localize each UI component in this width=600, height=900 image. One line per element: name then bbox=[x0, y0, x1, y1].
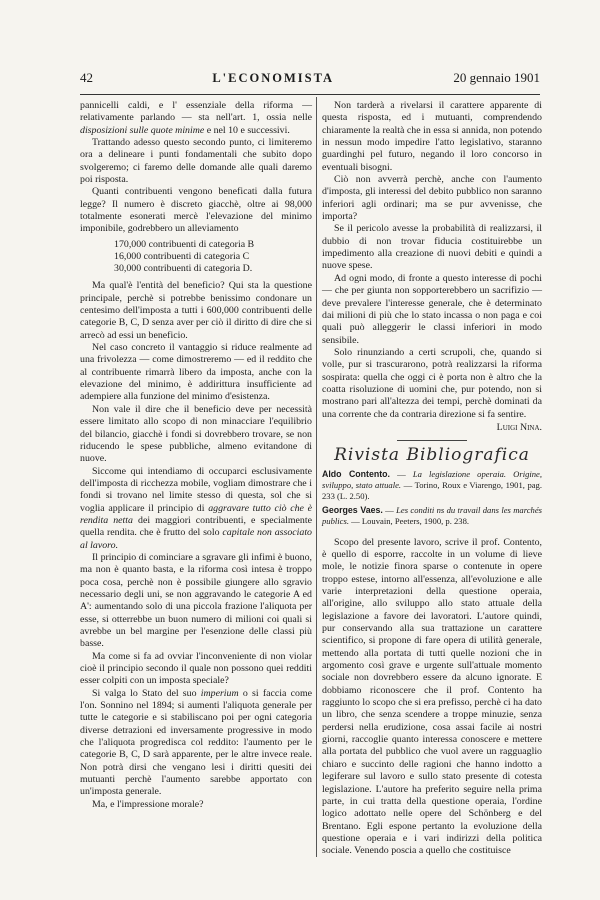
paragraph: Ma qual'è l'entità del beneficio? Qui sta la questione principale, perchè si potrebbe benissimo condonare un centesimo dell'imposta a tutti i 600,000 contribuenti delle categorie B, C, D senza aver per ciò il diritto di dire che si arrecò ad essi un beneficio. bbox=[80, 280, 312, 341]
paragraph: Ma, e l'impressione morale? bbox=[92, 798, 204, 810]
paragraph: Non tarderà a rivelarsi il carattere apparente di questa risposta, ed i mutuanti, comprendendo chiaramente la realtà che in essa si annida, non potendo in nessun modo impedire l'atto legislativo, staranno guardinghi pel futuro, negando il loro concorso in eventuali bisogni. bbox=[322, 100, 542, 173]
list-item: 16,000 contribuenti di categoria C bbox=[114, 250, 250, 262]
paragraph: pannicelli caldi, e l' essenziale della riforma — relativamente parlando — sta nell'art. 1, ossia nelle disposizioni sulle quote minime e nel 10 e successivi. bbox=[80, 100, 312, 136]
right-column bbox=[322, 100, 542, 858]
paragraph: Nel caso concreto il vantaggio si riduce realmente ad una frivolezza — come dimostreremo — ed il reddito che al contribuente rimarrà libero da imposta, anche con la elevazione del minimo, è addirittura insufficiente ad adempiere alla funzione del minimo d'esistenza. bbox=[80, 342, 312, 403]
author-signature: Luigi Nina. bbox=[496, 421, 542, 433]
bib-author: Georges Vaes. bbox=[322, 504, 383, 515]
bibliography-entry: Georges Vaes. — Les conditi ns du travail dans les marchés publics. — Louvain, Peeters, 1900, p. 238. bbox=[322, 504, 543, 526]
issue-date: 20 gennaio 1901 bbox=[453, 70, 540, 85]
bib-publisher: — Torino, Roux e Viarengo, 1901, pag. 233 (L. 2.50). bbox=[322, 479, 542, 501]
list-item: 170,000 contribuenti di categoria B bbox=[114, 238, 255, 250]
left-column bbox=[80, 100, 312, 811]
bib-work: Les conditi ns du travail dans les marchés publics. bbox=[322, 504, 543, 526]
contributors-list bbox=[80, 239, 312, 276]
paragraph: Ciò non avverrà perchè, anche con l'aumento d'imposta, gli interessi del debito pubblico non saranno inferiori agli ordinari; ma se pur avvenisse, che importa? bbox=[322, 174, 542, 223]
section-separator bbox=[397, 440, 467, 441]
bib-author: Aldo Contento. bbox=[322, 468, 390, 479]
column-divider bbox=[316, 97, 317, 857]
bib-publisher: — Louvain, Peeters, 1900, p. 238. bbox=[351, 515, 470, 526]
page-header bbox=[80, 70, 540, 92]
paragraph: Siccome qui intendiamo di occuparci esclusivamente dell'imposta di ricchezza mobile, vogliam dimostrare che i fondi si trovano nel limite stesso di questa, sol che si voglia applicare il principio di aggravare tutto ciò che è rendita netta dei maggiori contribuenti, e specialmente quella rendita. che è frutto del solo capitale non associato al lavoro. bbox=[80, 465, 313, 551]
paragraph: Quanti contribuenti vengono beneficati dalla futura legge? Il numero è discreto giacchè, oltre ai 98,000 totalmente esonerati mercè l'elevazione del minimo imponibile, godrebbero un alleviamento bbox=[80, 186, 312, 235]
paragraph: Ma come si fa ad ovviar l'inconveniente di non violar cioè il principio secondo il quale non possono quei redditi esser colpiti con un imposta speciale? bbox=[80, 650, 312, 687]
paragraph: Si valga lo Stato del suo imperium o si faccia come l'on. Sonnino nel 1894; si aumenti l'aliquota generale per tutte le categorie e si stabiliscano poi per ogni categoria diverse detrazioni ed inversamente progressive in modo che l'aliquota progredisca col reddito: l'aumento per le categorie B, C, D sarà apparente, per le altre invece reale. Non potrà dirsi che vengano lesi i diritti quesiti dei mutuanti perchè l'aumento sarebbe apportato con un'imposta generale. bbox=[80, 687, 313, 798]
paragraph: Il principio di cominciare a sgravare gli infimi è buono, ma non è quanto basta, e la riforma così intesa è troppo poca cosa, perchè non è possibile giungere allo sgravio necessario degli uni, se non aggravando le categorie A ed A': aumentando solo di una piccola frazione l'aliquota per esse, si otterrebbe un buon numero di milioni coi quali si avrebbe un bel margine per l'esenzione delle classi più basse. bbox=[80, 551, 312, 650]
journal-title: L'ECONOMISTA bbox=[212, 71, 335, 85]
paragraph: Non vale il dire che il beneficio deve per necessità essere limitato allo scopo di non minacciare l'equilibrio del bilancio, giacchè i fondi si dovrebbero trovare, se non riducendo le spese pubbliche, almeno evitandone di nuove. bbox=[80, 403, 312, 465]
bibliography-entry: Aldo Contento. — La legislazione operaia. Origine, sviluppo, stato attuale. — Torino, Roux e Viarengo, 1901, pag. 233 (L. 2.50). bbox=[322, 468, 543, 501]
section-title: Rivista Bibliografica bbox=[334, 445, 530, 466]
list-item: 30,000 contribuenti di categoria D. bbox=[114, 263, 253, 275]
page-number: 42 bbox=[80, 70, 93, 85]
paragraph: Se il pericolo avesse la probabilità di realizzarsi, il dubbio di non trovar fiducia costituirebbe un impedimento alla creazione di nuovi debiti e quindi a nuove spese. bbox=[322, 223, 542, 272]
paragraph: Ad ogni modo, di fronte a questo interesse di pochi — che per giunta non sopporterebbero un sacrifizio — deve prevalere l'interesse generale, che è determinato dai milioni di più che lo stato incassa o non paga e coi quali può alleggerir le classi inferiori in modo sensibile. bbox=[322, 272, 542, 346]
bib-work: La legislazione operaia. Origine, sviluppo, stato attuale. bbox=[322, 468, 543, 490]
paragraph: Trattando adesso questo secondo punto, ci limiteremo ora a delineare i punti fondamentali che subito dopo svolgeremo; ci faremo delle domande alle quali daremo poi risposta. bbox=[80, 137, 312, 186]
paragraph: Solo rinunziando a certi scrupoli, che, quando si volle, pur si trascurarono, potrà realizzarsi la riforma sospirata: quella che oggi ci è porta non è altro che la coatta risoluzione di uomini che, pur potendo, non si mostrano pari all'altezza dei tempi, perchè dominati da una corrente che da contraria direzione si fa sentire. bbox=[322, 346, 542, 420]
paragraph: Scopo del presente lavoro, scrive il prof. Contento, è quello di esporre, raccolte in un volume di lieve mole, le notizie finora sparse o contenute in opere troppo estese, intorno all'essenza, all'evoluzione e alle varie interpretazioni della questione operaia, all'origine, allo sviluppo allo stato attuale della legislazione a favore dei lavoratori. L'autore quindi, pur conservando alla sua trattazione un carattere scientifico, si propone di fare opera di utilità generale, mettendo alla portata di tutti quelle nozioni che in argomento così grave e urgente sull'attuale momento sociale non dovrebbero essere da alcuno ignorate. E dobbiamo riconoscere che il prof. Contento ha raggiunto lo scopo che si era prefisso, perchè ci ha dato un libro, che senza scendere a troppe minuzie, senza perdersi nella erudizione, cosa assai facile ai nostri giorni, raccoglie quanto interessa conoscere e mettere alla portata del pubblico che vuol avere un ragguaglio chiaro e succinto delle ragioni che hanno indotto a legiferare sul lavoro e sullo stato presente di cotesta legislazione. L'autore ha preferito seguire nella prima parte, in cui tratta della questione operaia, l'ordine logico adottato nelle opere del Schönberg e del Brentano. Egli espone pertanto la evoluzione della questione operaia e i vari indirizzi della politica sociale. Venendo poscia a quello che costituisce bbox=[322, 536, 542, 857]
header-rule bbox=[80, 94, 540, 95]
